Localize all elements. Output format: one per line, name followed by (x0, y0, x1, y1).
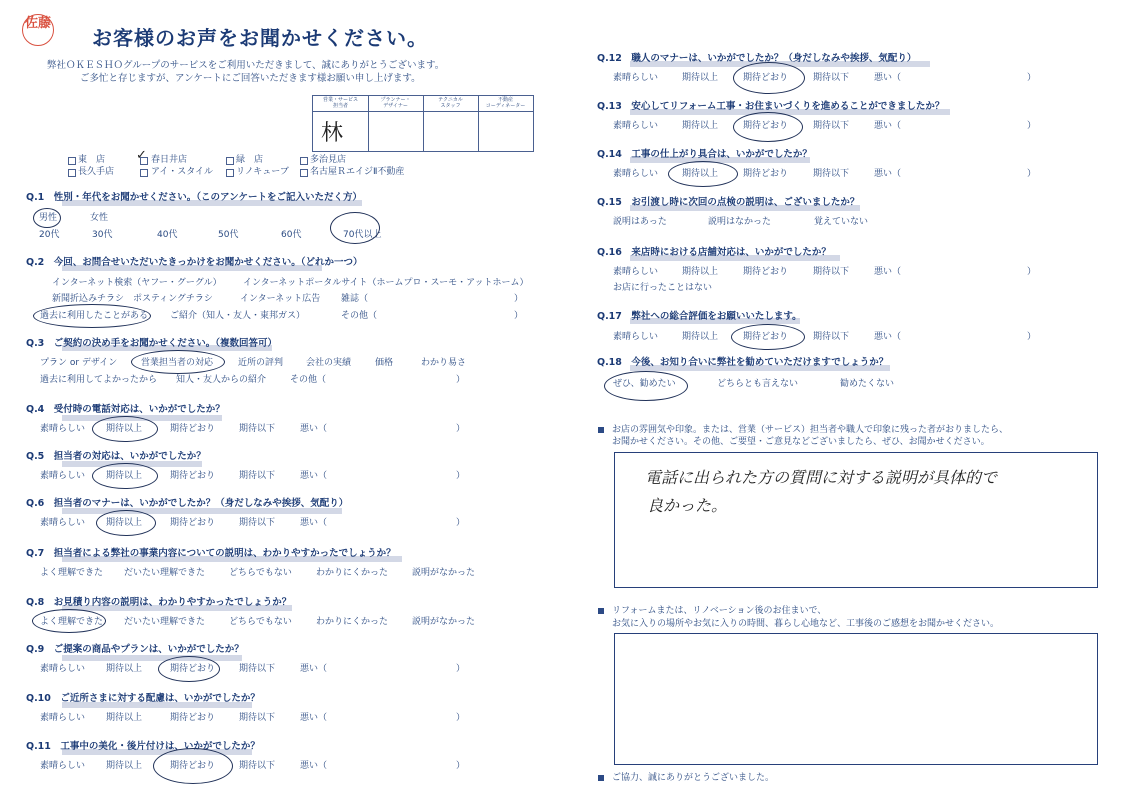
rating-option[interactable]: 期待どおり (170, 713, 216, 723)
option[interactable]: 会社の実績 (306, 358, 352, 368)
question-2: Q.2 今回、お問合せいただいたきっかけをお聞かせください。（どれか一つ） (26, 257, 363, 268)
rating-option[interactable]: 素晴らしい (613, 73, 659, 83)
question-3: Q.3 ご契約の決め手をお聞かせください。（複数回答可） (26, 338, 278, 349)
rating-option[interactable]: 期待以上 (682, 121, 719, 131)
question-12: Q.12 職人のマナーは、いかがでしたか？（身だしなみや挨拶、気配り） (597, 53, 917, 64)
option[interactable]: インターネットポータルサイト（ホームプロ・スーモ・アットホーム） (243, 278, 529, 288)
answer-circle (604, 371, 688, 401)
option[interactable]: 雑誌（ (341, 294, 369, 304)
store-label: 多治見店 (310, 155, 347, 165)
name-stamp: 佐藤 (22, 14, 54, 46)
rating-option[interactable]: 悪い（ (874, 73, 902, 83)
intro-line-1: 弊社ＯＫＥＳＨＯグループのサービスをご利用いただきまして、誠にありがとうございます。 (47, 60, 445, 71)
rating-option[interactable]: 悪い（ (300, 713, 328, 723)
staff-col-sales: 営業・サービス 担当者 (322, 97, 358, 109)
rating-option[interactable]: 期待どおり (170, 664, 216, 674)
rating-option[interactable]: 期待以下 (813, 121, 850, 131)
rating-option: ） (456, 471, 466, 481)
rating-option[interactable]: 素晴らしい (40, 424, 86, 434)
option[interactable]: 過去に利用したことがある (40, 311, 149, 321)
rating-option[interactable]: 悪い（ (300, 761, 328, 771)
age-option[interactable]: 60代 (281, 230, 302, 240)
comment-1-box[interactable] (614, 452, 1098, 588)
rating-option[interactable]: 期待以上 (106, 664, 143, 674)
option[interactable]: その他（ (341, 311, 378, 321)
rating-option[interactable]: 期待以下 (239, 713, 276, 723)
gender-option[interactable]: 女性 (90, 213, 109, 223)
option[interactable]: わかり易さ (421, 358, 467, 368)
answer-circle (96, 510, 156, 536)
rating-option[interactable]: 悪い（ (874, 267, 902, 277)
question-6: Q.6 担当者のマナーは、いかがでしたか？（身だしなみや挨拶、気配り） (26, 498, 349, 509)
answer-circle (33, 304, 151, 328)
question-16: Q.16 来店時における店舗対応は、いかがでしたか？ (597, 247, 831, 258)
store-checkbox[interactable] (140, 169, 148, 177)
handwritten-comment-line-1: 電話に出られた方の質問に対する説明が具体的で (645, 468, 998, 487)
question-9: Q.9 ご提案の商品やプランは、いかがでしたか？ (26, 644, 244, 655)
rating-option[interactable]: 悪い（ (300, 424, 328, 434)
rating-option[interactable]: 期待以下 (239, 761, 276, 771)
rating-option: ） (456, 664, 466, 674)
rating-option[interactable]: 悪い（ (300, 518, 328, 528)
bullet-square-icon (598, 775, 604, 781)
rating-option: ） (1027, 267, 1037, 277)
intro-line-2: ご多忙と存じますが、アンケートにご回答いただきます様お願い申し上げます。 (80, 73, 421, 84)
rating-option[interactable]: 素晴らしい (40, 713, 86, 723)
rating-option[interactable]: 期待以下 (813, 267, 850, 277)
staff-table (312, 95, 534, 152)
rating-option[interactable]: 期待以下 (239, 471, 276, 481)
rating-option[interactable]: 期待以下 (813, 332, 850, 342)
store-label: 緑 店 (236, 155, 264, 165)
store-checkbox[interactable] (300, 169, 308, 177)
rating-option[interactable]: 期待どおり (170, 471, 216, 481)
question-11: Q.11 工事中の美化・後片付けは、いかがでしたか？ (26, 741, 260, 752)
comment-2-box[interactable] (614, 633, 1098, 765)
comment-1-prompt-line-2: お聞かせください。その他、ご要望・ご意見などございましたら、ぜひ、お聞かせください。 (612, 437, 990, 447)
bullet-square-icon (598, 608, 604, 614)
rating-option[interactable]: 期待以上 (682, 169, 719, 179)
store-checkbox[interactable] (68, 169, 76, 177)
option[interactable]: 過去に利用してよかったから (40, 375, 158, 385)
rating-option: ） (1027, 332, 1037, 342)
rating-option[interactable]: 期待以下 (813, 73, 850, 83)
question-7: Q.7 担当者による弊社の事業内容についての説明は、わかりやすかったでしょうか？ (26, 548, 396, 559)
store-label: 東 店 (78, 155, 106, 165)
answer-circle (33, 208, 61, 228)
store-checkbox[interactable] (226, 169, 234, 177)
rating-option[interactable]: 素晴らしい (40, 471, 86, 481)
question-13: Q.13 安心してリフォーム工事・お住まいづくりを進めることができましたか？ (597, 101, 945, 112)
rating-option[interactable]: 期待以下 (239, 664, 276, 674)
rating-option[interactable]: 素晴らしい (40, 664, 86, 674)
option[interactable]: 新聞折込みチラシ (52, 294, 125, 304)
question-14: Q.14 工事の仕上がり具合は、いかがでしたか？ (597, 149, 812, 160)
question-17: Q.17 弊社への総合評価をお願いいたします。 (597, 311, 802, 322)
option[interactable]: 覚えていない (814, 217, 869, 227)
footer-thanks: ご協力、誠にありがとうございました。 (612, 773, 775, 783)
option[interactable]: 説明はなかった (708, 217, 772, 227)
age-option[interactable]: 20代 (39, 230, 60, 240)
option[interactable]: インターネット広告 (240, 294, 321, 304)
age-option[interactable]: 70代以上 (343, 230, 382, 240)
question-18: Q.18 今後、お知り合いに弊社を勧めていただけますでしょうか？ (597, 357, 889, 368)
store-label: 長久手店 (78, 167, 115, 177)
option[interactable]: ご紹介（知人・友人・東邦ガス） (170, 311, 306, 321)
question-4: Q.4 受付時の電話対応は、いかがでしたか？ (26, 404, 225, 415)
rating-option[interactable]: 悪い（ (874, 332, 902, 342)
understand-option[interactable]: どちらでもない (229, 617, 292, 627)
store-label: リノキューブ (236, 167, 289, 177)
answer-circle (330, 212, 380, 244)
understand-option[interactable]: よく理解できた (40, 568, 104, 578)
option[interactable]: 近所の評判 (238, 358, 284, 368)
rating-option: ） (456, 518, 466, 528)
option: ） (514, 311, 524, 321)
answer-circle (733, 62, 805, 94)
check-mark-icon: ✓ (136, 148, 147, 163)
store-label: アイ・スタイル (151, 167, 214, 177)
rating-option: ） (1027, 169, 1037, 179)
rating-option[interactable]: 期待どおり (743, 169, 789, 179)
age-option[interactable]: 30代 (92, 230, 113, 240)
option[interactable]: お店に行ったことはない (613, 283, 713, 293)
rating-option[interactable]: 悪い（ (874, 121, 902, 131)
question-8: Q.8 お見積り内容の説明は、わかりやすかったでしょうか？ (26, 597, 292, 608)
rating-option: ） (456, 761, 466, 771)
rating-option[interactable]: 素晴らしい (40, 518, 86, 528)
option[interactable]: どちらとも言えない (717, 379, 799, 389)
answer-circle (158, 656, 220, 682)
staff-col-realestate: 不動産 コーディネーター (485, 97, 526, 109)
rating-option[interactable]: 悪い（ (300, 664, 328, 674)
comment-2-prompt-line-2: お気に入りの場所やお気に入りの時間、暮らし心地など、工事後のご感想をお聞かせください。 (612, 619, 1000, 629)
staff-col-planner: プランナー・ デザイナー (380, 97, 411, 109)
bullet-square-icon (598, 427, 604, 433)
answer-circle (92, 463, 158, 489)
understand-option[interactable]: わかりにくかった (316, 617, 389, 627)
question-10: Q.10 ご近所さまに対する配慮は、いかがでしたか？ (26, 693, 260, 704)
answer-circle (131, 350, 225, 374)
understand-option[interactable]: 説明がなかった (412, 617, 476, 627)
rating-option[interactable]: 期待どおり (743, 121, 789, 131)
rating-option[interactable]: 期待以上 (106, 761, 143, 771)
staff-col-technical: テクニカル スタッフ (438, 97, 463, 109)
rating-option[interactable]: 期待どおり (743, 267, 789, 277)
rating-option[interactable]: 期待どおり (743, 73, 789, 83)
rating-option[interactable]: 素晴らしい (40, 761, 86, 771)
rating-option: ） (1027, 121, 1037, 131)
understand-option[interactable]: よく理解できた (40, 617, 104, 627)
rating-option[interactable]: 期待以上 (106, 713, 143, 723)
staff-handwritten-name: 林 (321, 121, 344, 146)
rating-option: ） (456, 713, 466, 723)
rating-option[interactable]: 素晴らしい (613, 332, 659, 342)
rating-option[interactable]: 期待以上 (682, 332, 719, 342)
rating-option[interactable]: 期待以上 (682, 267, 719, 277)
rating-option[interactable]: 期待以上 (682, 73, 719, 83)
rating-option[interactable]: 期待以下 (239, 518, 276, 528)
rating-option[interactable]: 期待どおり (170, 518, 216, 528)
option[interactable]: 営業担当者の対応 (141, 358, 214, 368)
rating-option: ） (1027, 73, 1037, 83)
rating-option[interactable]: 悪い（ (874, 169, 902, 179)
answer-circle (733, 112, 803, 142)
rating-option[interactable]: 期待以上 (106, 471, 143, 481)
option[interactable]: 価格 (375, 358, 394, 368)
rating-option[interactable]: 素晴らしい (613, 121, 659, 131)
understand-option[interactable]: だいたい理解できた (124, 617, 206, 627)
option[interactable]: その他（ (290, 375, 327, 385)
store-label: 名古屋ＲエイジⅡ不動産 (310, 167, 405, 177)
option[interactable]: ポスティングチラシ (133, 294, 213, 304)
question-5: Q.5 担当者の対応は、いかがでしたか？ (26, 451, 206, 462)
option[interactable]: 勧めたくない (840, 379, 895, 389)
rating-option[interactable]: 期待以下 (239, 424, 276, 434)
rating-option[interactable]: 期待以下 (813, 169, 850, 179)
comment-1-prompt-line-1: お店の雰囲気や印象。または、営業（サービス）担当者や職人で印象に残った者がおりましたら、 (612, 425, 1009, 435)
understand-option[interactable]: だいたい理解できた (124, 568, 206, 578)
gender-option[interactable]: 男性 (39, 213, 58, 223)
age-option[interactable]: 40代 (157, 230, 178, 240)
rating-option[interactable]: 素晴らしい (613, 267, 659, 277)
rating-option[interactable]: 悪い（ (300, 471, 328, 481)
page-title: お客様のお声をお聞かせください。 (92, 26, 428, 50)
age-option[interactable]: 50代 (218, 230, 239, 240)
question-15: Q.15 お引渡し時に次回の点検の説明は、ございましたか？ (597, 197, 860, 208)
option[interactable]: インターネット検索（ヤフー・グーグル） (52, 278, 222, 288)
option: ） (514, 294, 524, 304)
handwritten-comment-line-2: 良かった。 (647, 496, 728, 515)
answer-circle (153, 748, 233, 784)
rating-option[interactable]: 期待以上 (106, 424, 143, 434)
answer-circle (668, 161, 738, 187)
rating-option[interactable]: 期待どおり (170, 761, 216, 771)
understand-option[interactable]: わかりにくかった (316, 568, 389, 578)
rating-option: ） (456, 424, 466, 434)
rating-option[interactable]: 期待以上 (106, 518, 143, 528)
option[interactable]: プラン or デザイン (40, 358, 118, 368)
option: ） (456, 375, 466, 385)
rating-option[interactable]: 素晴らしい (613, 169, 659, 179)
question-1: Q.1 性別・年代をお聞かせください。（このアンケートをご記入いただく方） (26, 192, 362, 203)
rating-option[interactable]: 期待どおり (170, 424, 216, 434)
comment-2-prompt-line-1: リフォームまたは、リノベーション後のお住まいで、 (612, 606, 827, 616)
option[interactable]: 知人・友人からの紹介 (176, 375, 267, 385)
store-checkbox[interactable] (68, 157, 76, 165)
option[interactable]: ぜひ、勧めたい (613, 379, 676, 389)
store-label: 春日井店 (151, 155, 188, 165)
answer-circle (731, 324, 805, 350)
store-checkbox[interactable] (226, 157, 234, 165)
rating-option[interactable]: 期待どおり (743, 332, 789, 342)
answer-circle (92, 416, 158, 442)
understand-option[interactable]: 説明がなかった (412, 568, 476, 578)
option[interactable]: 説明はあった (613, 217, 667, 227)
answer-circle (32, 609, 106, 633)
understand-option[interactable]: どちらでもない (229, 568, 292, 578)
store-checkbox[interactable] (300, 157, 308, 165)
